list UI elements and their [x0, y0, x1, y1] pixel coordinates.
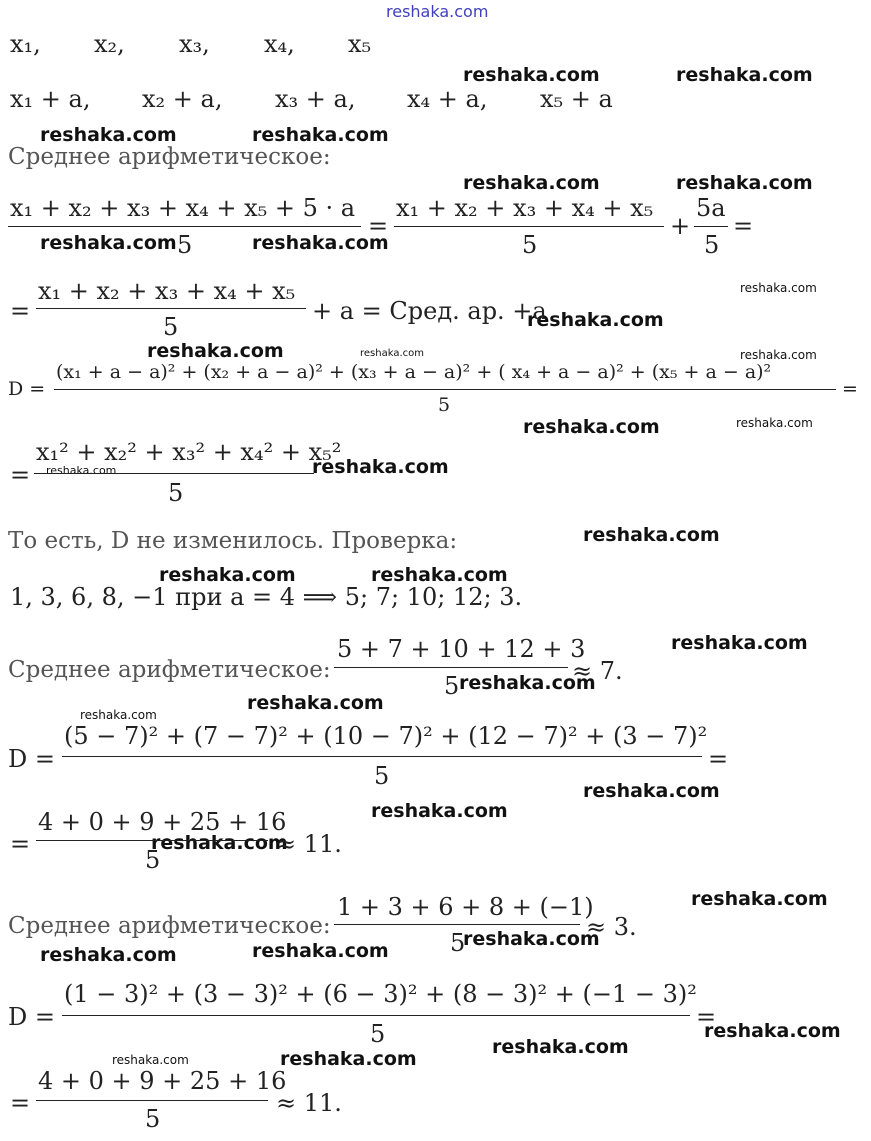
- fraction-bar: [334, 924, 580, 925]
- watermark: reshaka.com: [371, 564, 508, 586]
- watermark: reshaka.com: [523, 416, 660, 438]
- fraction-bar: [36, 308, 306, 309]
- fraction-bar: [62, 756, 702, 757]
- fraction-numerator: (x₁ + a − a)² + (x₂ + a − a)² + (x₃ + a − a)² + ( x₄ + a − a)² + (x₅ + a − a)²: [56, 361, 772, 383]
- approx-result: ≈ 7.: [572, 657, 623, 685]
- equals-sign: =: [708, 745, 729, 773]
- variable-x2: x₂,: [94, 30, 125, 58]
- dispersion-lhs: D =: [8, 1003, 55, 1031]
- equation-tail: + a = Сред. ар. +a: [312, 297, 547, 325]
- watermark: reshaka.com: [147, 340, 284, 362]
- fraction-bar: [36, 840, 268, 841]
- fraction-denominator: 5: [438, 394, 451, 416]
- watermark: reshaka.com: [463, 172, 600, 194]
- watermark: reshaka.com: [40, 124, 177, 146]
- fraction-denominator: 5: [163, 313, 179, 341]
- fraction-denominator: 5: [168, 479, 184, 507]
- watermark: reshaka.com: [40, 944, 177, 966]
- fraction-numerator: 4 + 0 + 9 + 25 + 16: [38, 808, 287, 836]
- variable-x5: x₅: [348, 30, 372, 58]
- fraction-numerator: x₁² + x₂² + x₃² + x₄² + x₅²: [36, 438, 342, 466]
- watermark: reshaka.com: [252, 232, 389, 254]
- dispersion-lhs: D =: [8, 378, 46, 400]
- watermark: reshaka.com: [151, 832, 288, 854]
- fraction-numerator: x₁ + x₂ + x₃ + x₄ + x₅: [38, 277, 296, 305]
- watermark: reshaka.com: [704, 1020, 841, 1042]
- watermark: reshaka.com: [583, 780, 720, 802]
- fraction-denominator: 5: [370, 1020, 386, 1048]
- watermark: reshaka.com: [46, 464, 117, 477]
- fraction-bar: [36, 1100, 268, 1101]
- equals-sign: =: [10, 830, 31, 858]
- fraction-bar: [54, 389, 836, 390]
- watermark: reshaka.com: [463, 64, 600, 86]
- equals-sign: =: [733, 212, 754, 240]
- fraction-bar: [62, 1015, 690, 1016]
- watermark: reshaka.com: [280, 1048, 417, 1070]
- fraction-numerator: 5 + 7 + 10 + 12 + 3: [337, 635, 586, 663]
- fraction-numerator: 1 + 3 + 6 + 8 + (−1): [337, 893, 594, 921]
- equals-sign: =: [842, 378, 858, 400]
- watermark: reshaka.com: [740, 348, 817, 362]
- shifted-term-5: x₅ + a: [540, 85, 613, 113]
- fraction-denominator: 5: [444, 672, 460, 700]
- fraction-denominator: 5: [522, 231, 538, 259]
- fraction-numerator: x₁ + x₂ + x₃ + x₄ + x₅ + 5 · a: [10, 194, 356, 222]
- watermark: reshaka.com: [459, 672, 596, 694]
- watermark: reshaka.com: [463, 928, 600, 950]
- watermark: reshaka.com: [527, 309, 664, 331]
- fraction-denominator: 5: [177, 231, 193, 259]
- watermark: reshaka.com: [386, 2, 489, 21]
- shifted-term-1: x₁ + a,: [10, 85, 91, 113]
- watermark: reshaka.com: [676, 172, 813, 194]
- fraction-numerator: x₁ + x₂ + x₃ + x₄ + x₅: [396, 194, 654, 222]
- plus-sign: +: [670, 212, 691, 240]
- equals-sign: =: [10, 461, 31, 489]
- equals-sign: =: [10, 297, 31, 325]
- watermark: reshaka.com: [583, 524, 720, 546]
- mean-label: Среднее арифметическое:: [8, 144, 331, 170]
- check-line: 1, 3, 6, 8, −1 при a = 4 ⟹ 5; 7; 10; 12; 3.: [10, 583, 523, 611]
- fraction-bar: [694, 226, 728, 227]
- fraction-numerator: 4 + 0 + 9 + 25 + 16: [38, 1067, 287, 1095]
- watermark: reshaka.com: [492, 1036, 629, 1058]
- watermark: reshaka.com: [252, 124, 389, 146]
- watermark: reshaka.com: [80, 708, 157, 722]
- variable-x1: x₁,: [10, 30, 41, 58]
- fraction-denominator: 5: [374, 762, 390, 790]
- watermark: reshaka.com: [247, 692, 384, 714]
- equals-sign: =: [368, 212, 389, 240]
- shifted-term-3: x₃ + a,: [275, 85, 356, 113]
- mean-label: Среднее арифметическое:: [8, 913, 331, 939]
- fraction-numerator: 5a: [696, 194, 726, 222]
- watermark: reshaka.com: [312, 456, 449, 478]
- approx-result: ≈ 3.: [586, 913, 637, 941]
- fraction-denominator: 5: [450, 929, 466, 957]
- shifted-term-4: x₄ + a,: [407, 85, 488, 113]
- equals-sign: =: [696, 1003, 717, 1031]
- watermark: reshaka.com: [112, 1053, 189, 1067]
- watermark: reshaka.com: [159, 564, 296, 586]
- watermark: reshaka.com: [671, 632, 808, 654]
- approx-result: ≈ 11.: [276, 830, 342, 858]
- fraction-denominator: 5: [145, 1105, 161, 1133]
- watermark: reshaka.com: [691, 888, 828, 910]
- equals-sign: =: [10, 1089, 31, 1117]
- watermark: reshaka.com: [371, 800, 508, 822]
- watermark: reshaka.com: [360, 348, 424, 359]
- fraction-bar: [8, 226, 361, 227]
- fraction-denominator: 5: [704, 231, 720, 259]
- dispersion-lhs: D =: [8, 745, 55, 773]
- fraction-bar: [34, 473, 314, 474]
- conclusion-text: То есть, D не изменилось. Проверка:: [8, 528, 458, 554]
- fraction-numerator: (1 − 3)² + (3 − 3)² + (6 − 3)² + (8 − 3)² + (−1 − 3)²: [64, 980, 697, 1008]
- fraction-bar: [394, 226, 664, 227]
- watermark: reshaka.com: [40, 232, 177, 254]
- watermark: reshaka.com: [676, 64, 813, 86]
- variable-x3: x₃,: [179, 30, 210, 58]
- shifted-term-2: x₂ + a,: [142, 85, 223, 113]
- fraction-numerator: (5 − 7)² + (7 − 7)² + (10 − 7)² + (12 − 7)² + (3 − 7)²: [64, 722, 708, 750]
- variable-x4: x₄,: [264, 30, 295, 58]
- watermark: reshaka.com: [736, 416, 813, 430]
- fraction-bar: [334, 667, 568, 668]
- approx-result: ≈ 11.: [276, 1089, 342, 1117]
- fraction-denominator: 5: [145, 846, 161, 874]
- watermark: reshaka.com: [252, 940, 389, 962]
- mean-label: Среднее арифметическое:: [8, 657, 331, 683]
- watermark: reshaka.com: [740, 281, 817, 295]
